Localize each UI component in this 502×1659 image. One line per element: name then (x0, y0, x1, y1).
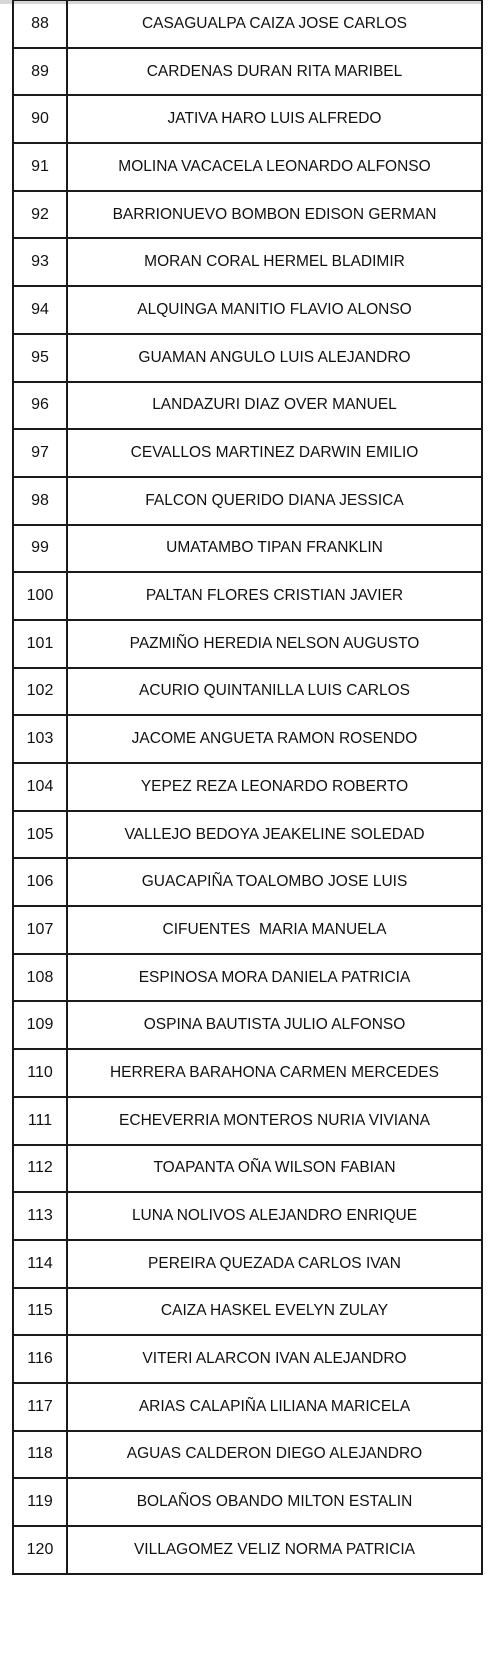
row-number: 110 (13, 1049, 67, 1097)
person-name: JATIVA HARO LUIS ALFREDO (67, 95, 482, 143)
table-row (13, 191, 482, 239)
row-number: 93 (13, 238, 67, 286)
person-name: BOLAÑOS OBANDO MILTON ESTALIN (67, 1478, 482, 1526)
table-row (13, 620, 482, 668)
table-row (13, 1383, 482, 1431)
table-row (13, 1097, 482, 1145)
person-name: GUACAPIÑA TOALOMBO JOSE LUIS (67, 858, 482, 906)
person-name: UMATAMBO TIPAN FRANKLIN (67, 525, 482, 573)
row-number: 118 (13, 1431, 67, 1479)
person-name: CARDENAS DURAN RITA MARIBEL (67, 48, 482, 96)
person-name: ALQUINGA MANITIO FLAVIO ALONSO (67, 286, 482, 334)
table-row (13, 1, 482, 48)
row-number: 117 (13, 1383, 67, 1431)
row-number: 100 (13, 572, 67, 620)
person-name: LUNA NOLIVOS ALEJANDRO ENRIQUE (67, 1192, 482, 1240)
table-row (13, 1478, 482, 1526)
row-number: 115 (13, 1288, 67, 1336)
person-name: CEVALLOS MARTINEZ DARWIN EMILIO (67, 429, 482, 477)
table-row (13, 954, 482, 1002)
person-name: LANDAZURI DIAZ OVER MANUEL (67, 382, 482, 430)
row-number: 112 (13, 1145, 67, 1193)
row-number: 89 (13, 48, 67, 96)
row-number: 88 (13, 1, 67, 48)
table-row (13, 1001, 482, 1049)
person-name: VILLAGOMEZ VELIZ NORMA PATRICIA (67, 1526, 482, 1574)
table-row (13, 382, 482, 430)
table-row (13, 1145, 482, 1193)
roster-table-body (13, 1, 482, 1574)
person-name: PEREIRA QUEZADA CARLOS IVAN (67, 1240, 482, 1288)
row-number: 113 (13, 1192, 67, 1240)
row-number: 104 (13, 763, 67, 811)
person-name: ACURIO QUINTANILLA LUIS CARLOS (67, 668, 482, 716)
row-number: 98 (13, 477, 67, 525)
table-row (13, 572, 482, 620)
table-row (13, 95, 482, 143)
person-name: CASAGUALPA CAIZA JOSE CARLOS (67, 1, 482, 48)
row-number: 91 (13, 143, 67, 191)
table-row (13, 286, 482, 334)
table-row (13, 715, 482, 763)
person-name: CAIZA HASKEL EVELYN ZULAY (67, 1288, 482, 1336)
row-number: 111 (13, 1097, 67, 1145)
person-name: PALTAN FLORES CRISTIAN JAVIER (67, 572, 482, 620)
person-name: HERRERA BARAHONA CARMEN MERCEDES (67, 1049, 482, 1097)
table-row (13, 48, 482, 96)
table-row (13, 1526, 482, 1574)
person-name: VITERI ALARCON IVAN ALEJANDRO (67, 1335, 482, 1383)
person-name: ECHEVERRIA MONTEROS NURIA VIVIANA (67, 1097, 482, 1145)
table-row (13, 763, 482, 811)
person-name: OSPINA BAUTISTA JULIO ALFONSO (67, 1001, 482, 1049)
person-name: BARRIONUEVO BOMBON EDISON GERMAN (67, 191, 482, 239)
row-number: 99 (13, 525, 67, 573)
roster-table (12, 0, 483, 1575)
person-name: MORAN CORAL HERMEL BLADIMIR (67, 238, 482, 286)
table-row (13, 143, 482, 191)
row-number: 109 (13, 1001, 67, 1049)
row-number: 102 (13, 668, 67, 716)
person-name: AGUAS CALDERON DIEGO ALEJANDRO (67, 1431, 482, 1479)
row-number: 116 (13, 1335, 67, 1383)
row-number: 95 (13, 334, 67, 382)
table-row (13, 238, 482, 286)
table-row (13, 334, 482, 382)
row-number: 94 (13, 286, 67, 334)
person-name: VALLEJO BEDOYA JEAKELINE SOLEDAD (67, 811, 482, 859)
page-right-margin (482, 0, 502, 1659)
row-number: 97 (13, 429, 67, 477)
row-number: 106 (13, 858, 67, 906)
row-number: 92 (13, 191, 67, 239)
table-row (13, 1335, 482, 1383)
person-name: JACOME ANGUETA RAMON ROSENDO (67, 715, 482, 763)
person-name: FALCON QUERIDO DIANA JESSICA (67, 477, 482, 525)
person-name: YEPEZ REZA LEONARDO ROBERTO (67, 763, 482, 811)
table-row (13, 1240, 482, 1288)
person-name: ARIAS CALAPIÑA LILIANA MARICELA (67, 1383, 482, 1431)
row-number: 107 (13, 906, 67, 954)
table-row (13, 906, 482, 954)
person-name: PAZMIÑO HEREDIA NELSON AUGUSTO (67, 620, 482, 668)
table-row (13, 429, 482, 477)
table-row (13, 668, 482, 716)
row-number: 119 (13, 1478, 67, 1526)
row-number: 114 (13, 1240, 67, 1288)
row-number: 120 (13, 1526, 67, 1574)
person-name: CIFUENTES MARIA MANUELA (67, 906, 482, 954)
row-number: 90 (13, 95, 67, 143)
table-row (13, 1431, 482, 1479)
person-name: MOLINA VACACELA LEONARDO ALFONSO (67, 143, 482, 191)
row-number: 103 (13, 715, 67, 763)
row-number: 96 (13, 382, 67, 430)
table-row (13, 1288, 482, 1336)
table-row (13, 477, 482, 525)
table-row (13, 811, 482, 859)
table-row (13, 525, 482, 573)
table-row (13, 1192, 482, 1240)
row-number: 108 (13, 954, 67, 1002)
person-name: ESPINOSA MORA DANIELA PATRICIA (67, 954, 482, 1002)
person-name: GUAMAN ANGULO LUIS ALEJANDRO (67, 334, 482, 382)
row-number: 101 (13, 620, 67, 668)
table-row (13, 1049, 482, 1097)
person-name: TOAPANTA OÑA WILSON FABIAN (67, 1145, 482, 1193)
table-row (13, 858, 482, 906)
row-number: 105 (13, 811, 67, 859)
